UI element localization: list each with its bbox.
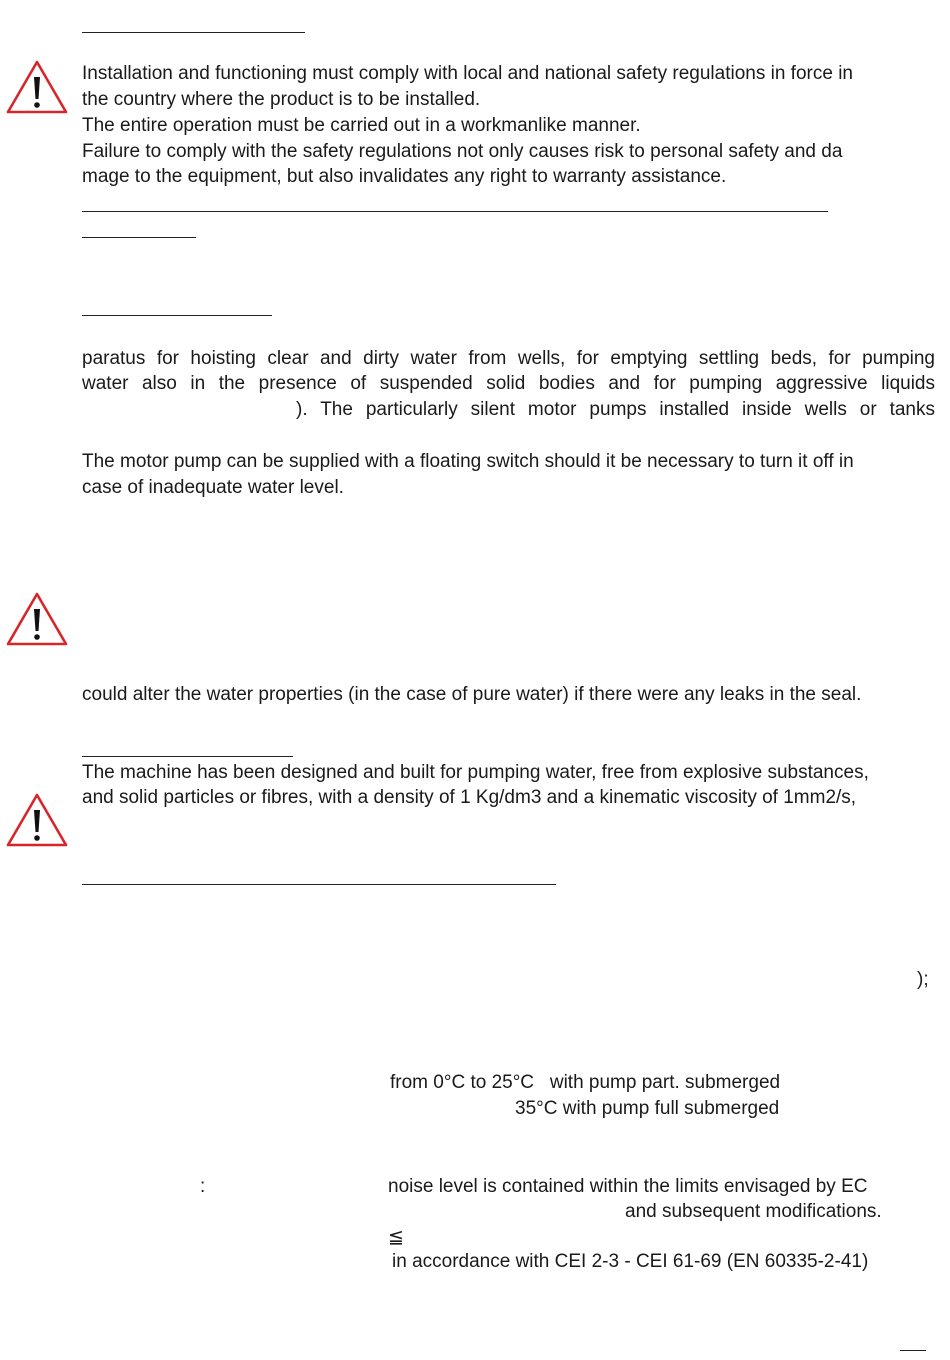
application-paragraph-line: water also in the presence of suspended solid bodies and for pumping aggressive liquids (82, 373, 935, 394)
heading-underline (82, 315, 272, 316)
application-paragraph-line: The motor pump can be supplied with a floating switch should it be necessary to turn it off in (82, 451, 854, 472)
general-paragraph-line: The entire operation must be carried out in a workmanlike manner. (82, 115, 641, 136)
liquids-paragraph-line: The machine has been designed and built for pumping water, free from explosive substances, (82, 762, 869, 783)
warning-triangle-icon (5, 59, 69, 115)
standards-line: in accordance with CEI 2-3 - CEI 61-69 (EN 60335-2-41) (392, 1251, 869, 1272)
noise-level-line: and subsequent modifications. (625, 1201, 882, 1222)
noise-label-colon: : (200, 1176, 206, 1197)
warning-triangle-icon (5, 591, 69, 647)
general-paragraph-line: mage to the equipment, but also invalidates any right to warranty assistance. (82, 166, 727, 187)
section-separator (82, 211, 828, 212)
liquids-paragraph-line: and solid particles or fibres, with a density of 1 Kg/dm3 and a kinematic viscosity of 1mm2/s, (82, 787, 857, 808)
application-paragraph-line: ). The particularly silent motor pumps installed inside wells or tanks (296, 399, 935, 420)
general-paragraph-line: the country where the product is to be installed. (82, 89, 481, 110)
heading-underline (82, 884, 556, 885)
less-equal-symbol: ≦ (388, 1227, 404, 1248)
warning-paragraph-line: could alter the water properties (in the case of pure water) if there were any leaks in the seal. (82, 684, 862, 705)
application-paragraph-line: paratus for hoisting clear and dirty water from wells, for emptying settling beds, for pumping (82, 348, 935, 369)
noise-level-line: noise level is contained within the limits envisaged by EC (388, 1176, 868, 1197)
closing-parenthesis: ); (917, 969, 929, 990)
temperature-range-line: 35°C with pump full submerged (515, 1098, 780, 1119)
heading-underline (82, 756, 293, 757)
application-paragraph-line: case of inadequate water level. (82, 477, 344, 498)
heading-underline (82, 32, 305, 33)
general-paragraph-line: Installation and functioning must comply with local and national safety regulations in force in (82, 63, 853, 84)
heading-underline (82, 237, 196, 238)
general-paragraph-line: Failure to comply with the safety regulations not only causes risk to personal safety and da (82, 141, 843, 162)
temperature-range-line: from 0°C to 25°C with pump part. submerged (390, 1072, 781, 1093)
warning-triangle-icon (5, 792, 69, 848)
page-number-underline (900, 1350, 926, 1351)
